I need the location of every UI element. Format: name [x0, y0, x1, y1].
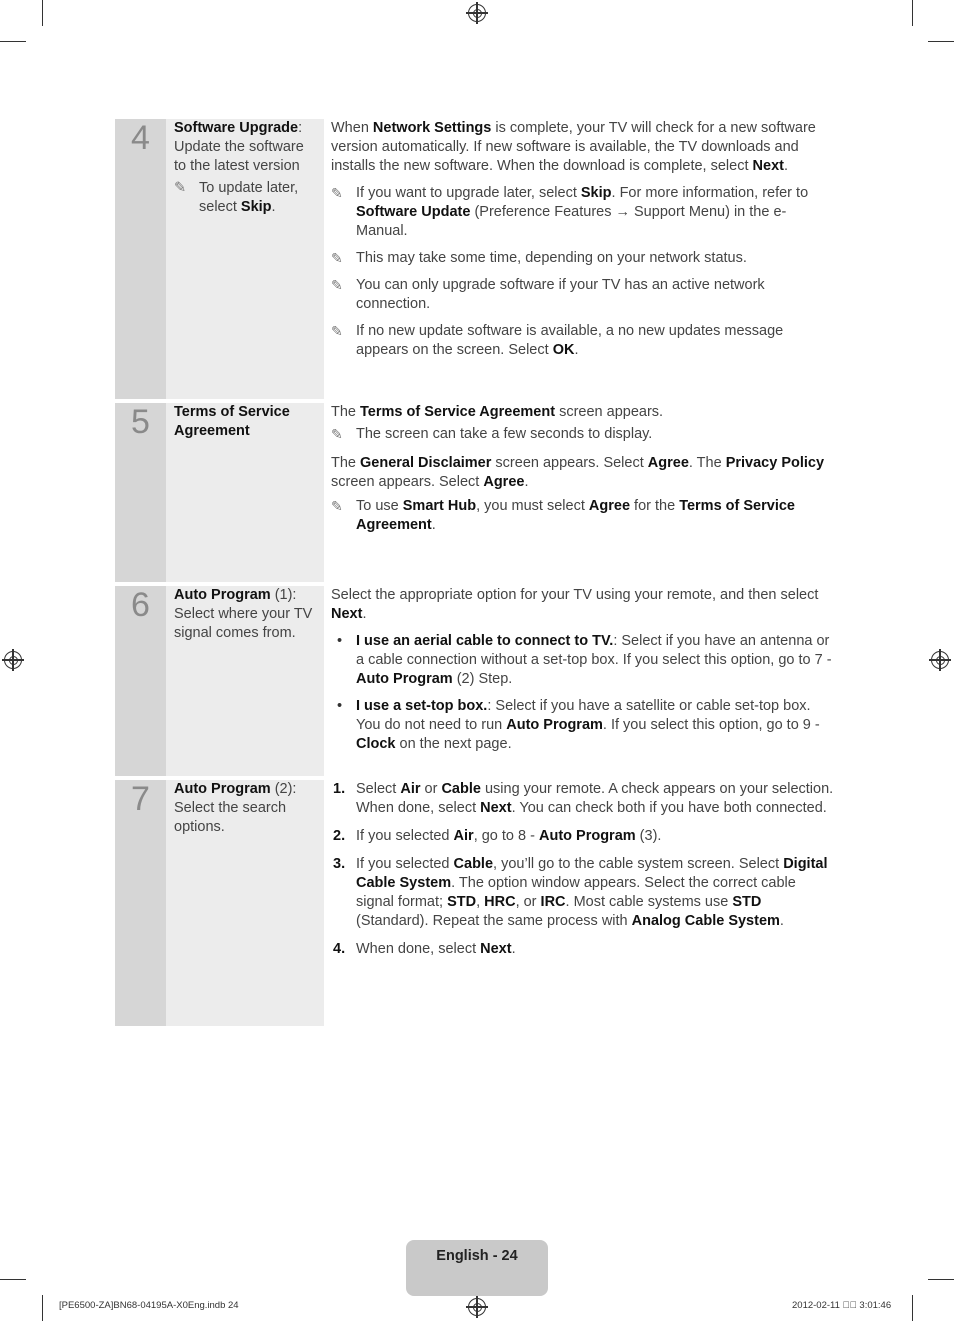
- bold: Cable: [453, 856, 494, 872]
- bold: Privacy Policy: [725, 455, 825, 471]
- text: Select: [356, 781, 401, 797]
- text: If no new update software is available, a no new updates message appears on the screen. Select: [356, 323, 784, 358]
- note-bold: Skip: [240, 199, 272, 215]
- bold: Analog Cable System: [631, 913, 780, 929]
- bullet-dot: •: [337, 633, 343, 649]
- title-bold: Auto Program: [174, 587, 271, 603]
- bold: General Disclaimer: [360, 455, 492, 471]
- text: (2) Step.: [452, 671, 513, 687]
- pencil-note-icon: ✎: [174, 180, 187, 196]
- bold: I use a set-top box.: [356, 698, 488, 714]
- text: screen appears.: [555, 404, 664, 420]
- note: [331, 425, 835, 444]
- text: .: [431, 517, 436, 533]
- bold: OK: [552, 342, 575, 358]
- text: screen appears. Select: [331, 474, 484, 490]
- text: using your remote. A check appears on your selection. When done, select: [356, 781, 834, 816]
- bullet-dot: •: [337, 698, 343, 714]
- item-number: 3.: [333, 856, 346, 872]
- pencil-note-icon: ✎: [331, 250, 343, 266]
- bold: STD: [447, 894, 477, 910]
- text: This may take some time, depending on your network status.: [356, 250, 747, 266]
- text: (Preference Features → Support Menu) in the e-Manual.: [356, 204, 787, 239]
- bold: Skip: [580, 185, 612, 201]
- note-text: To update later, select: [199, 180, 299, 215]
- text: : Select if you have a satellite or cable set-top box. You do not need to run: [356, 698, 811, 733]
- text: When done, select: [356, 941, 481, 957]
- text: If you selected: [356, 856, 454, 872]
- item-number: 2.: [333, 828, 346, 844]
- text: The screen can take a few seconds to display.: [356, 426, 653, 442]
- page-number-tab: English - 24: [406, 1240, 548, 1296]
- text: screen appears. Select: [491, 455, 648, 471]
- title-bold: Auto Program: [174, 781, 271, 797]
- registration-mark-icon: [468, 4, 486, 22]
- bold: Auto Program: [506, 717, 603, 733]
- text: Select the appropriate option for your TV using your remote, and then select: [331, 587, 819, 603]
- text: . If you select this option, go to 9 -: [602, 717, 820, 733]
- footer-timestamp: 2012-02-11 ￿￿ 3:01:46: [792, 1300, 892, 1311]
- bold: Terms of Service Agreement: [356, 498, 795, 533]
- step-body: [324, 403, 835, 543]
- step-number: 6: [115, 586, 166, 776]
- crop-mark: [928, 41, 954, 42]
- crop-mark: [0, 41, 26, 42]
- crop-mark: [912, 1295, 913, 1321]
- paragraph: [331, 454, 835, 492]
- registration-mark-icon: [4, 651, 22, 669]
- step-number: 5: [115, 403, 166, 582]
- text: . For more information, refer to: [611, 185, 809, 201]
- bold: Auto Program: [538, 828, 636, 844]
- step-title: [166, 586, 324, 776]
- bold: HRC: [484, 894, 516, 910]
- text: If you want to upgrade later, select: [356, 185, 581, 201]
- note: [331, 322, 835, 360]
- text: If you selected: [356, 828, 454, 844]
- text: You can only upgrade software if your TV has an active network connection.: [356, 277, 765, 312]
- note: [331, 497, 835, 535]
- pencil-note-icon: ✎: [331, 426, 343, 442]
- bold: Digital Cable System: [356, 856, 828, 891]
- note: [331, 249, 835, 268]
- crop-mark: [928, 1279, 954, 1280]
- text: .: [779, 913, 784, 929]
- crop-mark: [0, 1279, 26, 1280]
- bullet-item: [331, 632, 835, 689]
- text: (Standard). Repeat the same process with: [356, 913, 632, 929]
- text: , go to 8 -: [473, 828, 539, 844]
- note-text: .: [271, 199, 276, 215]
- text: .: [783, 158, 788, 174]
- bold: I use an aerial cable to connect to TV.: [356, 633, 614, 649]
- bold: Smart Hub: [402, 498, 477, 514]
- bold: Air: [453, 828, 474, 844]
- bold: Software Update: [356, 204, 471, 220]
- item-number: 1.: [333, 781, 346, 797]
- step-body: [324, 586, 835, 762]
- text: .: [362, 606, 367, 622]
- bold: STD: [732, 894, 762, 910]
- step-number: 4: [115, 119, 166, 399]
- title-text: (2): Select the search options.: [174, 781, 297, 835]
- bold: Agree: [647, 455, 689, 471]
- registration-mark-icon: [931, 651, 949, 669]
- title-text: (1): Select where your TV signal comes from.: [174, 587, 313, 641]
- paragraph: [331, 586, 835, 624]
- pencil-note-icon: ✎: [331, 185, 343, 201]
- text: , you must select: [476, 498, 589, 514]
- step-body: [324, 780, 835, 968]
- text: . Most cable systems use: [565, 894, 733, 910]
- bold: Cable: [441, 781, 481, 797]
- bold: Next: [480, 800, 512, 816]
- numbered-item: [331, 827, 835, 846]
- step-row-7: [115, 780, 835, 1026]
- text: .: [524, 474, 529, 490]
- text: is complete, your TV will check for a new software version automatically. If new software is available, the TV downloads and installs the new software. When the download is complete, select: [331, 120, 816, 174]
- bold: IRC: [540, 894, 566, 910]
- crop-mark: [42, 0, 43, 26]
- bold: Next: [331, 606, 363, 622]
- bold: Next: [752, 158, 784, 174]
- text: . You can check both if you have both connected.: [511, 800, 827, 816]
- text: , or: [515, 894, 541, 910]
- title-note: [174, 179, 316, 217]
- text: To use: [356, 498, 403, 514]
- step-title: [166, 119, 324, 399]
- paragraph: [331, 119, 835, 176]
- text: .: [511, 941, 516, 957]
- text: .: [574, 342, 579, 358]
- numbered-item: [331, 855, 835, 931]
- title-bold: Terms of Service Agreement: [174, 404, 290, 439]
- numbered-item: [331, 940, 835, 959]
- text: on the next page.: [395, 736, 512, 752]
- pencil-note-icon: ✎: [331, 323, 343, 339]
- step-title: [166, 403, 324, 582]
- title-text: : Update the software to the latest version: [174, 120, 304, 174]
- text: : Select if you have an antenna or a cable connection without a set-top box. If you select this option, go to 7 -: [356, 633, 832, 668]
- registration-mark-icon: [468, 1298, 486, 1316]
- item-number: 4.: [333, 941, 346, 957]
- bold: Next: [480, 941, 512, 957]
- title-bold: Software Upgrade: [174, 120, 299, 136]
- text: ,: [476, 894, 485, 910]
- footer-file-info: [PE6500-ZA]BN68-04195A-X0Eng.indb 24: [59, 1300, 239, 1311]
- text: (3).: [635, 828, 662, 844]
- step-title: [166, 780, 324, 1026]
- pencil-note-icon: ✎: [331, 498, 343, 514]
- bullet-item: [331, 697, 835, 754]
- text: or: [420, 781, 442, 797]
- step-row-5: [115, 403, 835, 582]
- pencil-note-icon: ✎: [331, 277, 343, 293]
- paragraph: [331, 403, 835, 422]
- note: [331, 276, 835, 314]
- bold: Network Settings: [372, 120, 492, 136]
- bold: Agree: [483, 474, 525, 490]
- bold: Air: [400, 781, 421, 797]
- note: [331, 184, 835, 241]
- crop-mark: [912, 0, 913, 26]
- text: , you’ll go to the cable system screen. Select: [493, 856, 784, 872]
- crop-mark: [42, 1295, 43, 1321]
- bold: Clock: [356, 736, 396, 752]
- bold: Terms of Service Agreement: [360, 404, 556, 420]
- step-body: [324, 119, 835, 368]
- step-row-4: [115, 119, 835, 399]
- step-number: 7: [115, 780, 166, 1026]
- text: The: [331, 455, 361, 471]
- text: . The option window appears. Select the correct cable signal format;: [356, 875, 796, 910]
- bold: Agree: [588, 498, 631, 514]
- numbered-item: [331, 780, 835, 818]
- text: . The: [688, 455, 726, 471]
- text: When: [331, 120, 373, 136]
- text: for the: [630, 498, 680, 514]
- bold: Auto Program: [356, 671, 453, 687]
- text: The: [331, 404, 361, 420]
- step-row-6: [115, 586, 835, 776]
